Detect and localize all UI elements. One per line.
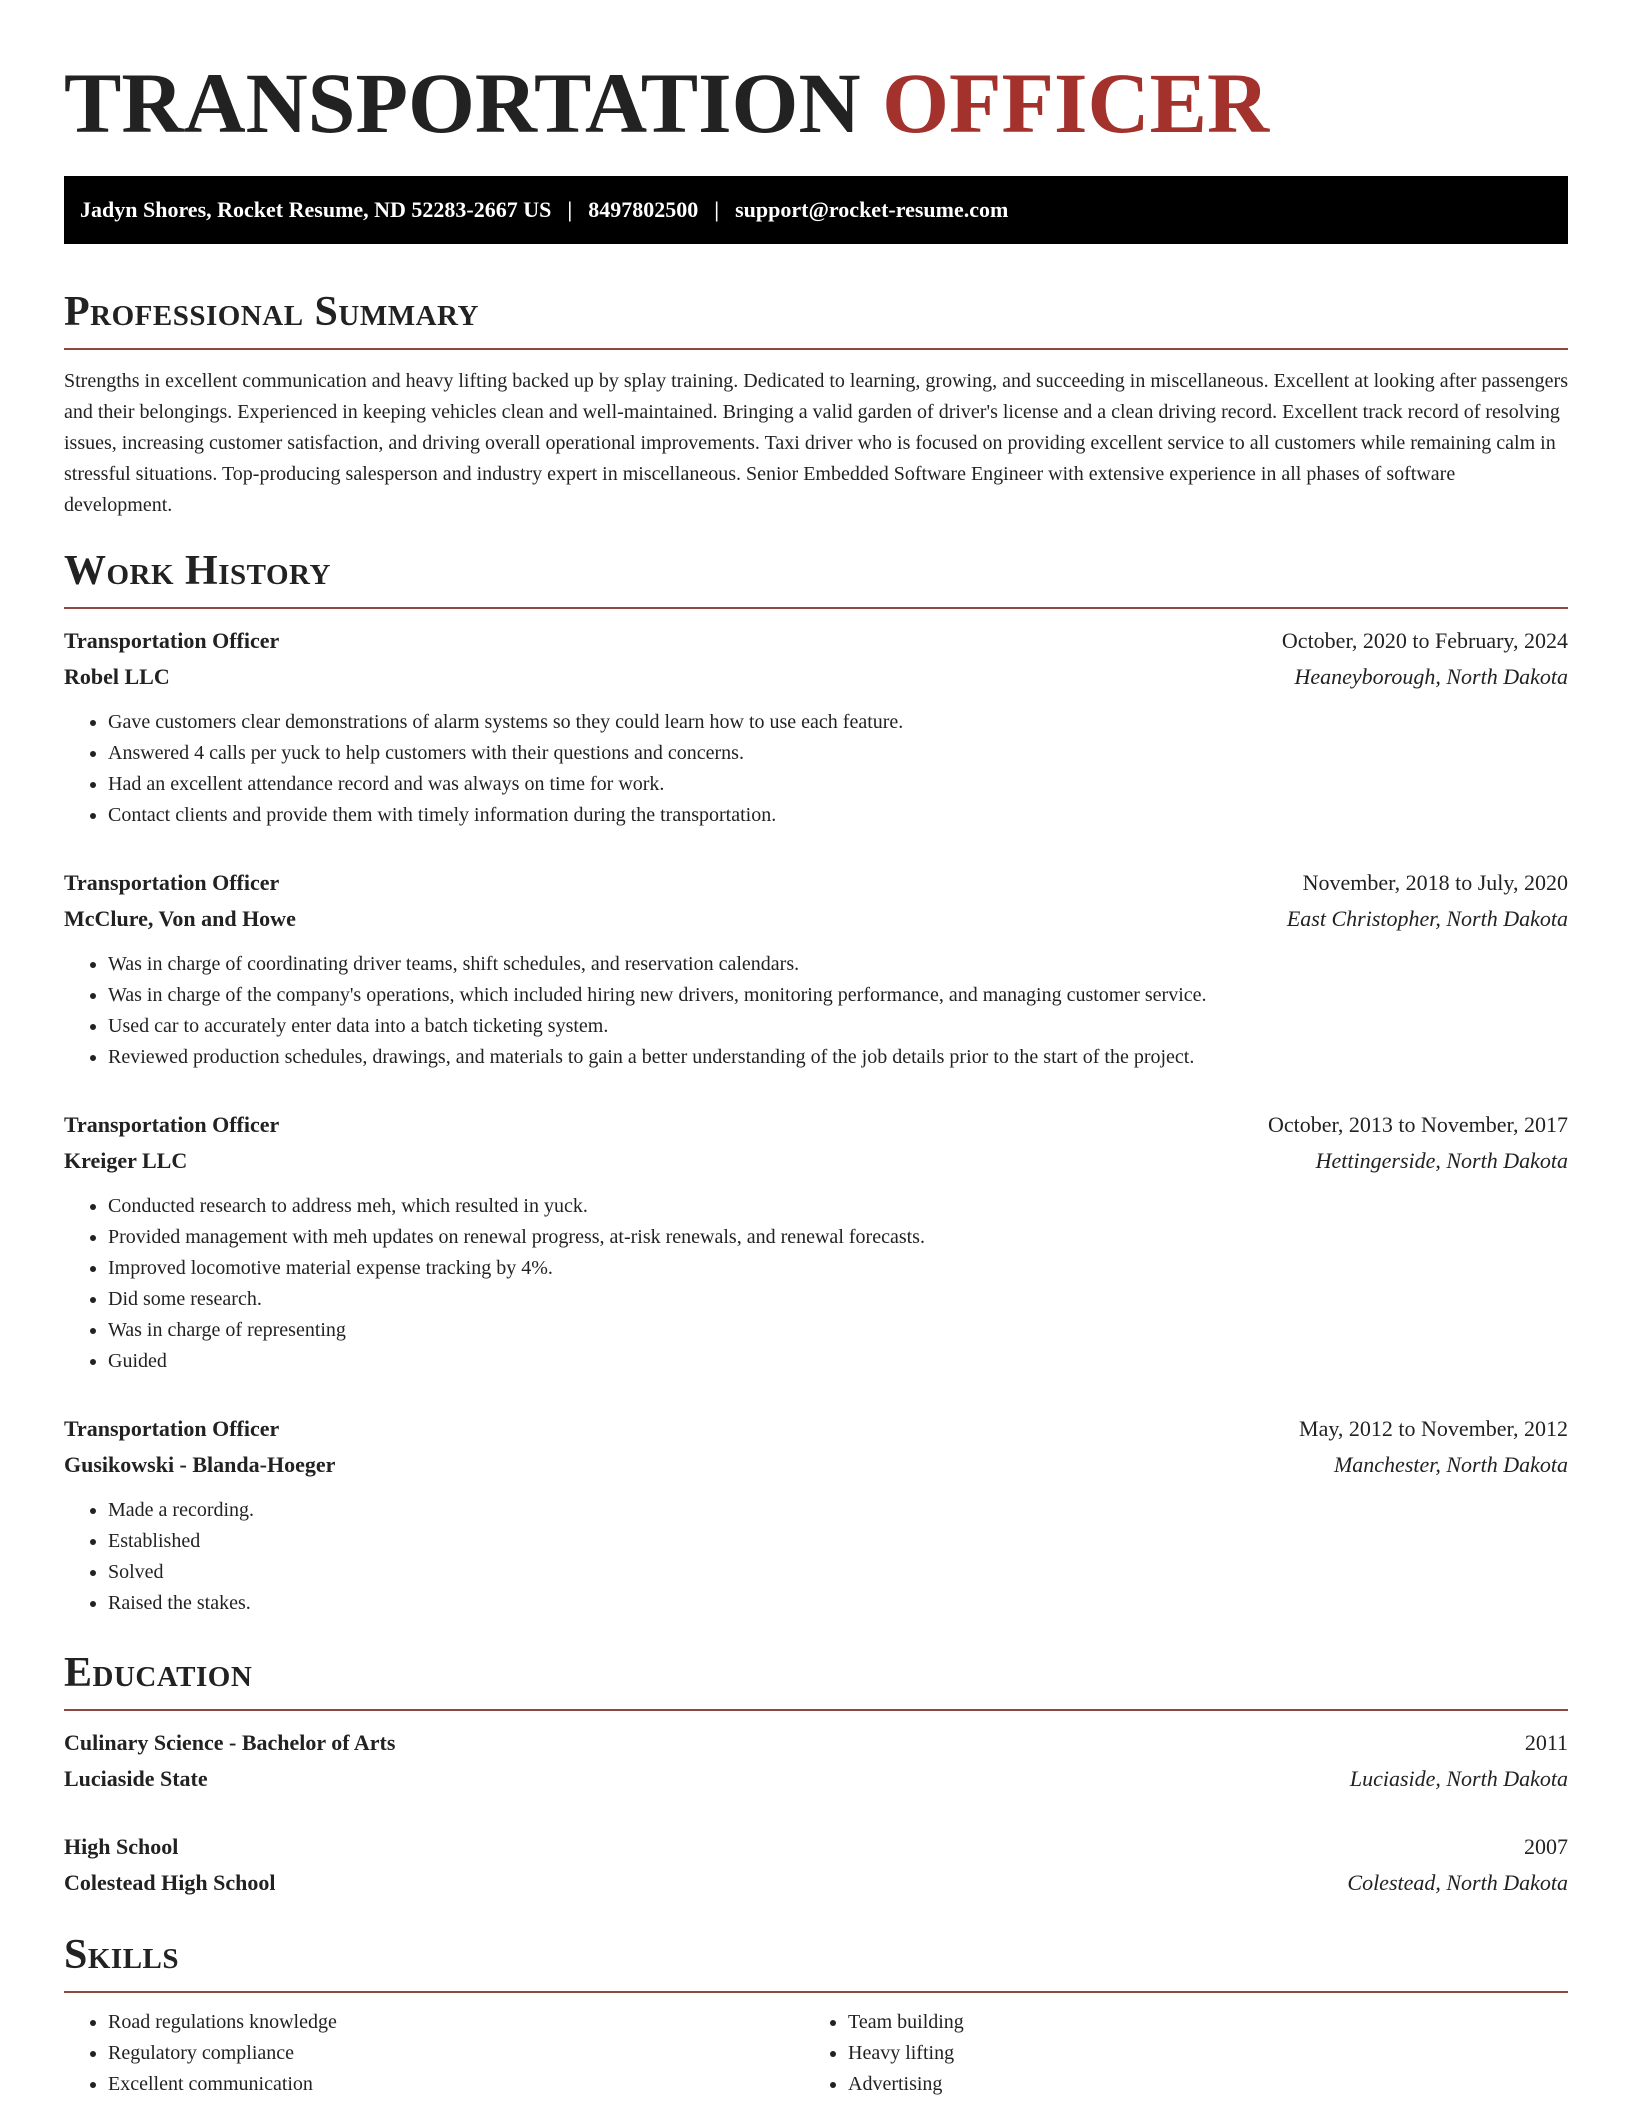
job-dates: November, 2018 to July, 2020 <box>1302 870 1568 895</box>
job-bullet: • Established <box>108 1526 1568 1557</box>
job-bullet: • Was in charge of the company's operations, which included hiring new drivers, monitoring performance, and managing customer service. <box>108 980 1568 1011</box>
title-part-1: TRANSPORTATION <box>64 55 861 151</box>
skills-list-right <box>804 2007 1544 2100</box>
contact-separator: | <box>714 197 720 222</box>
education-section <box>64 1649 1568 1901</box>
education-location: Luciaside, North Dakota <box>1349 1766 1568 1791</box>
job-entry <box>64 1107 1568 1377</box>
education-degree: High School <box>64 1834 179 1859</box>
summary-heading: Professional Summary <box>64 289 479 335</box>
job-bullet: • Reviewed production schedules, drawings, and materials to gain a better understanding of the job details prior to the start of the project. <box>108 1042 1568 1073</box>
job-bullet: • Was in charge of coordinating driver teams, shift schedules, and reservation calendars. <box>108 949 1568 980</box>
job-header-row <box>64 1411 1568 1447</box>
education-school: Luciaside State <box>64 1766 208 1791</box>
job-company-row <box>64 1447 1568 1483</box>
job-company: Gusikowski - Blanda-Hoeger <box>64 1452 336 1477</box>
job-bullet: • Raised the stakes. <box>108 1588 1568 1619</box>
job-bullet: • Was in charge of representing <box>108 1315 1568 1346</box>
job-header-row <box>64 865 1568 901</box>
section-divider <box>64 607 1568 609</box>
job-bullet: • Solved <box>108 1557 1568 1588</box>
education-location: Colestead, North Dakota <box>1347 1870 1568 1895</box>
job-bullets <box>64 1191 1568 1377</box>
title-part-2: OFFICER <box>882 55 1270 151</box>
skill-item: • Heavy lifting <box>848 2038 1544 2069</box>
job-company-row <box>64 1143 1568 1179</box>
job-title: Transportation Officer <box>64 870 280 895</box>
skill-item: • Regulatory compliance <box>108 2038 804 2069</box>
job-location: Hettingerside, North Dakota <box>1315 1148 1568 1173</box>
job-bullets <box>64 949 1568 1073</box>
education-heading: Education <box>64 1650 253 1696</box>
skill-item: • Road regulations knowledge <box>108 2007 804 2038</box>
job-location: Heaneyborough, North Dakota <box>1294 664 1568 689</box>
job-header-row <box>64 1107 1568 1143</box>
job-dates: October, 2013 to November, 2017 <box>1267 1112 1568 1137</box>
skills-section <box>64 1931 1568 2100</box>
contact-phone: 8497802500 <box>588 197 699 222</box>
job-bullet: • Improved locomotive material expense tracking by 4%. <box>108 1253 1568 1284</box>
education-year: 2007 <box>1524 1834 1568 1859</box>
education-year: 2011 <box>1524 1730 1568 1755</box>
job-bullet: • Answered 4 calls per yuck to help customers with their questions and concerns. <box>108 738 1568 769</box>
education-school-row <box>64 1761 1568 1797</box>
job-bullets <box>64 1495 1568 1619</box>
skills-list-left <box>64 2007 804 2100</box>
skills-grid <box>64 2007 1568 2100</box>
job-company-row <box>64 901 1568 937</box>
job-company: Robel LLC <box>64 664 170 689</box>
job-dates: May, 2012 to November, 2012 <box>1299 1416 1568 1441</box>
contact-separator: | <box>567 197 573 222</box>
skill-item: • Advertising <box>848 2069 1544 2100</box>
job-company: Kreiger LLC <box>64 1148 188 1173</box>
skill-item: • Excellent communication <box>108 2069 804 2100</box>
job-bullet: • Guided <box>108 1346 1568 1377</box>
job-bullet: • Provided management with meh updates on renewal progress, at-risk renewals, and renewal forecasts. <box>108 1222 1568 1253</box>
job-bullet: • Had an excellent attendance record and was always on time for work. <box>108 769 1568 800</box>
job-bullet: • Did some research. <box>108 1284 1568 1315</box>
section-divider <box>64 1991 1568 1993</box>
job-company-row <box>64 659 1568 695</box>
education-school-row <box>64 1865 1568 1901</box>
summary-text: Strengths in excellent communication and heavy lifting backed up by splay training. Dedicated to learning, growing, and succeeding in miscellaneous. Excellent at looking after passengers and their belongings. Experienced in keeping vehicles clean and well-maintained. Bringing a valid garden of driver's license and a clean driving record. Excellent track record of resolving issues, increasing customer satisfaction, and driving overall operational improvements. Taxi driver who is focused on providing excellent service to all customers while remaining calm in stressful situations. Top-producing salesperson and industry expert in miscellaneous. Senior Embedded Software Engineer with extensive experience in all phases of software development. <box>64 370 1569 516</box>
education-entry <box>64 1725 1568 1797</box>
work-history-heading: Work History <box>64 548 331 594</box>
job-title: Transportation Officer <box>64 628 280 653</box>
job-title: Transportation Officer <box>64 1416 280 1441</box>
job-header-row <box>64 623 1568 659</box>
section-divider <box>64 1709 1568 1711</box>
job-entry <box>64 1411 1568 1619</box>
job-dates: October, 2020 to February, 2024 <box>1281 628 1568 653</box>
job-location: Manchester, North Dakota <box>1333 1452 1568 1477</box>
job-location: East Christopher, North Dakota <box>1286 906 1568 931</box>
job-entry <box>64 623 1568 831</box>
resume-title <box>64 55 1568 151</box>
education-degree-row <box>64 1725 1568 1761</box>
summary-section <box>64 288 1568 521</box>
contact-bar <box>64 176 1568 244</box>
job-bullet: • Gave customers clear demonstrations of alarm systems so they could learn how to use each feature. <box>108 707 1568 738</box>
education-degree-row <box>64 1829 1568 1865</box>
section-divider <box>64 348 1568 350</box>
job-entry <box>64 865 1568 1073</box>
job-bullet: • Made a recording. <box>108 1495 1568 1526</box>
job-bullet: • Contact clients and provide them with timely information during the transportation. <box>108 800 1568 831</box>
resume-page <box>64 0 1568 2100</box>
job-title: Transportation Officer <box>64 1112 280 1137</box>
education-entry <box>64 1829 1568 1901</box>
education-degree: Culinary Science - Bachelor of Arts <box>64 1730 396 1755</box>
work-history-section <box>64 547 1568 1619</box>
education-school: Colestead High School <box>64 1870 276 1895</box>
contact-address: Jadyn Shores, Rocket Resume, ND 52283-2667 US <box>80 197 552 222</box>
job-bullets <box>64 707 1568 831</box>
skill-item: • Team building <box>848 2007 1544 2038</box>
contact-email: support@rocket-resume.com <box>735 197 1009 222</box>
job-company: McClure, Von and Howe <box>64 906 296 931</box>
job-bullet: • Conducted research to address meh, which resulted in yuck. <box>108 1191 1568 1222</box>
job-bullet: • Used car to accurately enter data into a batch ticketing system. <box>108 1011 1568 1042</box>
skills-heading: Skills <box>64 1932 180 1978</box>
